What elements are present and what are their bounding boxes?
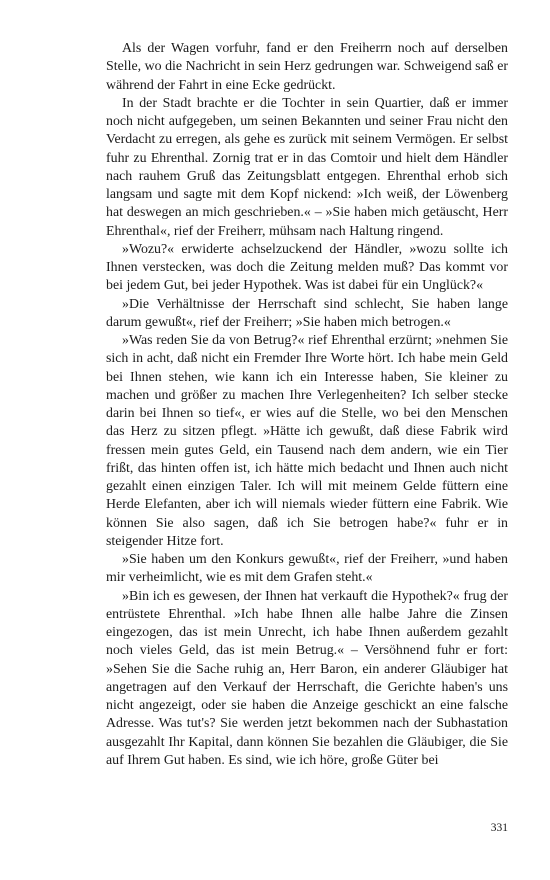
paragraph-1: Als der Wagen vorfuhr, fand er den Freiherrn noch auf derselben Stelle, wo die Nachricht in sein Herz gedrungen war. Schweigend saß er während der Fahrt in eine Ecke gedrückt. — [106, 41, 508, 93]
paragraph-6: »Sie haben um den Konkurs gewußt«, rief der Freiherr, »und haben mir verheimlicht, wie es mit dem Grafen steht.« — [106, 552, 508, 586]
paragraph-7: »Bin ich es gewesen, der Ihnen hat verkauft die Hypothek?« frug der entrüstete Ehrenthal. »Ich habe Ihnen alle halbe Jahre die Zinsen eingezogen, das ist mein Unrecht, ich habe Ihnen außerdem gezahlt noch vieles Geld, das ist mein Betrug.« – Versöhnend fuhr er fort: »Sehen Sie die Sache ruhig an, Herr Baron, ein anderer Gläubiger hat angetragen auf den Verkauf der Herrschaft, die Gerichte haben's uns nicht angezeigt, oder sie haben die Anzeige geschickt an eine falsche Adresse. Was tut's? Sie werden jetzt bekommen nach der Subhastation ausgezahlt Ihr Kapital, dann können Sie bezahlen die Gläubiger, die Sie auf Ihrem Gut haben. Es sind, wie ich höre, große Güter bei — [106, 588, 508, 768]
paragraph-3: »Wozu?« erwiderte achselzuckend der Händler, »wozu sollte ich Ihnen verstecken, was doch die Zeitung melden muß? Das kommt vor bei jedem Gut, bei jeder Hypothek. Was ist dabei für ein Unglück?« — [106, 241, 508, 294]
paragraph-4: »Die Verhältnisse der Herrschaft sind schlecht, Sie haben lange darum gewußt«, rief der Freiherr; »Sie haben mich betrogen.« — [106, 296, 508, 330]
paragraph-5: »Was reden Sie da von Betrug?« rief Ehrenthal erzürnt; »nehmen Sie sich in acht, daß nicht ein Fremder Ihre Worte hört. Ich habe mein Geld bei Ihnen stehen, wie kann ich ein Interesse haben, Sie kleiner zu machen und größer zu machen Ihre Verlegenheiten? Ich selber stecke darin bei Ihnen so tief«, er wies auf die Stelle, wo bei den Menschen das Herz zu sitzen pflegt. »Hätte ich gewußt, daß diese Fabrik wird fressen mein gutes Geld, ein Tausend nach dem andern, wie ein Tier frißt, das hinten offen ist, ich hätte mich bedacht und Ihnen auch nicht gezahlt einen einzigen Taler. Ich will mit meinem Gelde füttern eine Herde Elefanten, aber ich will niemals wieder füttern eine Fabrik. Wie können Sie also sagen, daß ich Sie betrogen habe?« fuhr er in steigender Hitze fort. — [106, 333, 508, 549]
book-page-body — [106, 40, 508, 770]
paragraph-2: In der Stadt brachte er die Tochter in sein Quartier, daß er immer noch nicht aufgegeben, um seinen Bekannten und seiner Frau nicht den Verdacht zu erregen, als gehe es zurück mit seinem Vermögen. Er selbst fuhr zu Ehrenthal. Zornig trat er in das Comtoir und hielt dem Händler nach rauhem Gruß das Zeitungsblatt entgegen. Ehrenthal erhob sich langsam und sagte mit dem Kopf nickend: »Ich weiß, der Löwenberg hat deswegen an mich geschrieben.« – »Sie haben mich getäuscht, Herr Ehrenthal«, rief der Freiherr, mühsam nach Haltung ringend. — [106, 95, 508, 239]
page-number: 331 — [490, 822, 508, 834]
